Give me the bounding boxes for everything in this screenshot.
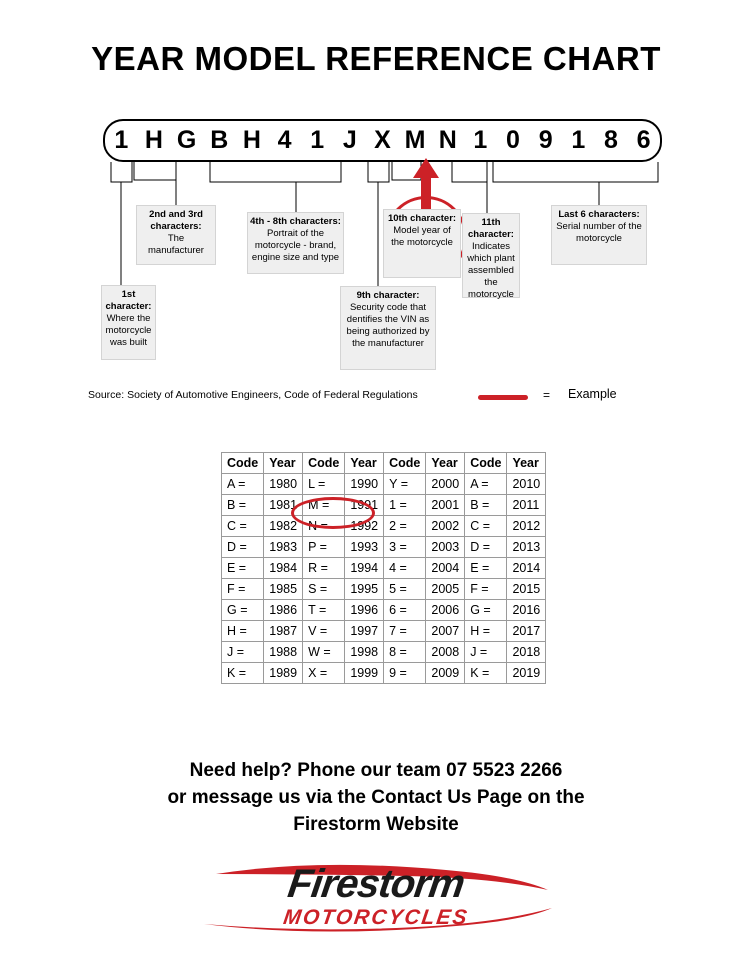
vin-char: 1 <box>114 126 129 154</box>
callout-body: Portrait of the motorcycle - brand, engine size and type <box>251 228 340 263</box>
callout-heading: 1st character: <box>105 289 152 312</box>
vin-char: 1 <box>310 126 325 154</box>
callout-heading: 9th character: <box>356 290 420 301</box>
cell-year: 2015 <box>507 579 546 600</box>
cell-code: C = <box>465 516 507 537</box>
cell-year: 2019 <box>507 663 546 684</box>
cell-year: 2009 <box>426 663 465 684</box>
callout-10th-character <box>383 209 461 278</box>
page-title: YEAR MODEL REFERENCE CHART <box>91 40 661 77</box>
cell-year: 2013 <box>507 537 546 558</box>
table-row <box>222 558 546 579</box>
vin-display <box>103 119 662 162</box>
table-header-row <box>222 453 546 474</box>
legend-example-line <box>478 395 528 400</box>
cell-code: H = <box>465 621 507 642</box>
table-row <box>222 663 546 684</box>
cell-code: A = <box>222 474 264 495</box>
col-header: Code <box>465 453 507 474</box>
cell-code: W = <box>303 642 345 663</box>
cell-year: 2012 <box>507 516 546 537</box>
cell-code: 1 = <box>384 495 426 516</box>
highlight-ellipse-year-1991 <box>291 497 375 529</box>
cell-code: K = <box>465 663 507 684</box>
callout-body: Security code that dentifies the VIN as being authorized by the manufacturer <box>346 302 430 349</box>
callout-heading: Last 6 characters: <box>558 209 640 220</box>
col-header: Code <box>222 453 264 474</box>
cell-year: 2005 <box>426 579 465 600</box>
cell-year: 1994 <box>345 558 384 579</box>
table-row <box>222 642 546 663</box>
year-code-table <box>221 452 546 684</box>
cell-year: 1986 <box>264 600 303 621</box>
cell-year: 2008 <box>426 642 465 663</box>
cell-year: 2011 <box>507 495 546 516</box>
callout-body: Model year of the motorcycle <box>391 225 453 248</box>
vin-char: 4 <box>277 126 292 154</box>
callout-body: Where the motorcycle was built <box>105 313 152 348</box>
cell-year: 1982 <box>264 516 303 537</box>
cell-year: 1988 <box>264 642 303 663</box>
callout-last-6-characters <box>551 205 647 265</box>
cell-year: 2000 <box>426 474 465 495</box>
cell-year: 2016 <box>507 600 546 621</box>
cell-year: 1995 <box>345 579 384 600</box>
cell-year: 1993 <box>345 537 384 558</box>
vin-char: M <box>404 126 426 154</box>
callout-4th-8th-characters <box>247 212 344 274</box>
cell-code: G = <box>222 600 264 621</box>
col-header: Year <box>426 453 465 474</box>
cell-code: S = <box>303 579 345 600</box>
logo-wordmark: Firestorm <box>285 862 467 906</box>
cell-year: 2014 <box>507 558 546 579</box>
cell-year: 1990 <box>345 474 384 495</box>
cell-code: 5 = <box>384 579 426 600</box>
cell-code: G = <box>465 600 507 621</box>
cell-year: 1983 <box>264 537 303 558</box>
cell-code: L = <box>303 474 345 495</box>
cell-code: R = <box>303 558 345 579</box>
cell-code: J = <box>222 642 264 663</box>
cell-year: 2002 <box>426 516 465 537</box>
table-row <box>222 495 546 516</box>
vin-char: J <box>342 126 357 154</box>
cell-code: V = <box>303 621 345 642</box>
firestorm-motorcycles-logo <box>196 862 556 934</box>
table-row <box>222 474 546 495</box>
col-header: Year <box>264 453 303 474</box>
cell-code: 2 = <box>384 516 426 537</box>
callout-heading: 4th - 8th characters: <box>250 216 341 227</box>
cell-code: A = <box>465 474 507 495</box>
cell-year: 2017 <box>507 621 546 642</box>
cell-code: D = <box>465 537 507 558</box>
vin-char: 1 <box>571 126 586 154</box>
callout-heading: 11th character: <box>468 217 514 240</box>
cell-code: B = <box>222 495 264 516</box>
cell-year: 1980 <box>264 474 303 495</box>
cell-year: 1984 <box>264 558 303 579</box>
table-row <box>222 537 546 558</box>
cell-year: 1997 <box>345 621 384 642</box>
cell-year: 2001 <box>426 495 465 516</box>
cell-code: M = <box>303 495 345 516</box>
cell-code: F = <box>222 579 264 600</box>
cell-year: 1996 <box>345 600 384 621</box>
cell-year: 1985 <box>264 579 303 600</box>
cell-code: 7 = <box>384 621 426 642</box>
callout-1st-character <box>101 285 156 360</box>
help-text-block <box>0 757 752 838</box>
callout-2nd-3rd-characters <box>136 205 216 265</box>
col-header: Year <box>345 453 384 474</box>
vin-char: H <box>242 126 261 154</box>
cell-year: 2004 <box>426 558 465 579</box>
callout-11th-character <box>462 213 520 298</box>
callout-heading: 2nd and 3rd characters: <box>149 209 203 232</box>
vin-char: N <box>438 126 457 154</box>
cell-code: 8 = <box>384 642 426 663</box>
table-row <box>222 516 546 537</box>
cell-code: F = <box>465 579 507 600</box>
table-row <box>222 621 546 642</box>
cell-code: E = <box>465 558 507 579</box>
cell-code: E = <box>222 558 264 579</box>
legend-example-label: Example <box>568 387 617 401</box>
col-header: Year <box>507 453 546 474</box>
cell-year: 1999 <box>345 663 384 684</box>
cell-year: 2003 <box>426 537 465 558</box>
callout-9th-character <box>340 286 436 370</box>
cell-year: 2010 <box>507 474 546 495</box>
vin-char: 8 <box>603 126 618 154</box>
cell-code: 4 = <box>384 558 426 579</box>
cell-year: 2006 <box>426 600 465 621</box>
year-code-table-wrapper <box>221 452 546 684</box>
cell-code: N = <box>303 516 345 537</box>
vin-char: B <box>210 126 229 154</box>
help-line-3: Firestorm Website <box>293 814 459 835</box>
table-row <box>222 600 546 621</box>
cell-code: K = <box>222 663 264 684</box>
source-note: Source: Society of Automotive Engineers, Code of Federal Regulations <box>88 389 418 401</box>
logo-subtitle: MOTORCYCLES <box>281 906 471 929</box>
vin-char: X <box>374 126 391 154</box>
cell-code: B = <box>465 495 507 516</box>
vin-char: H <box>144 126 163 154</box>
callout-body: Serial number of the motorcycle <box>556 221 642 244</box>
cell-code: C = <box>222 516 264 537</box>
cell-year: 1991 <box>345 495 384 516</box>
col-header: Code <box>384 453 426 474</box>
legend-equals-sign: = <box>543 388 551 402</box>
cell-code: H = <box>222 621 264 642</box>
help-line-2: or message us via the Contact Us Page on the <box>167 787 585 808</box>
cell-code: T = <box>303 600 345 621</box>
callout-body: The manufacturer <box>148 233 204 256</box>
vin-char: 6 <box>636 126 651 154</box>
cell-code: 9 = <box>384 663 426 684</box>
cell-code: J = <box>465 642 507 663</box>
cell-code: X = <box>303 663 345 684</box>
vin-char: 0 <box>506 126 520 154</box>
cell-year: 1992 <box>345 516 384 537</box>
cell-code: D = <box>222 537 264 558</box>
cell-code: 3 = <box>384 537 426 558</box>
cell-code: Y = <box>384 474 426 495</box>
table-row <box>222 579 546 600</box>
cell-year: 2018 <box>507 642 546 663</box>
vin-char: G <box>176 126 197 154</box>
cell-year: 1989 <box>264 663 303 684</box>
vin-char: 1 <box>473 126 488 154</box>
cell-code: 6 = <box>384 600 426 621</box>
callout-heading: 10th character: <box>387 213 457 224</box>
cell-code: P = <box>303 537 345 558</box>
callout-body: Indicates which plant assembled the motorcycle <box>467 241 515 300</box>
col-header: Code <box>303 453 345 474</box>
help-line-1: Need help? Phone our team 07 5523 2266 <box>189 760 563 781</box>
cell-year: 1981 <box>264 495 303 516</box>
cell-year: 1987 <box>264 621 303 642</box>
cell-year: 2007 <box>426 621 465 642</box>
vin-char: 9 <box>538 126 553 154</box>
cell-year: 1998 <box>345 642 384 663</box>
